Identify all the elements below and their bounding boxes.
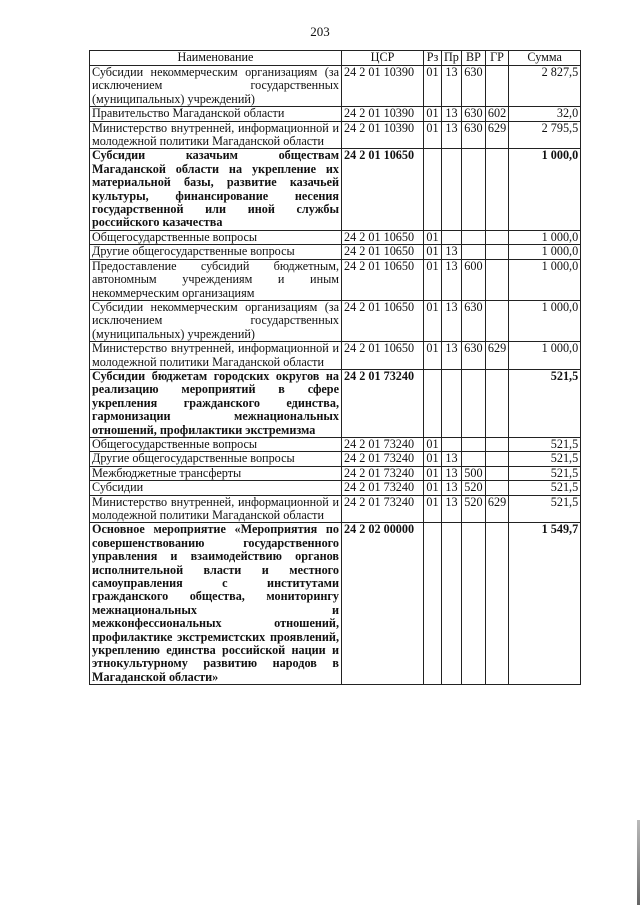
cell-sum: 32,0 <box>509 107 581 121</box>
table-row <box>90 523 581 685</box>
cell-csr: 24 2 01 10650 <box>342 230 424 244</box>
cell-rz <box>424 369 442 437</box>
cell-gr <box>485 300 508 341</box>
cell-rz: 01 <box>424 66 442 107</box>
cell-pr: 13 <box>442 259 462 300</box>
cell-rz: 01 <box>424 300 442 341</box>
cell-name: Межбюджетные трансферты <box>90 466 342 480</box>
table-row <box>90 149 581 230</box>
cell-vr: 630 <box>461 107 485 121</box>
page-number: 203 <box>310 24 330 39</box>
cell-pr <box>442 523 462 685</box>
cell-gr <box>485 245 508 259</box>
cell-gr <box>485 369 508 437</box>
table-row <box>90 481 581 495</box>
cell-sum: 1 000,0 <box>509 230 581 244</box>
cell-rz: 01 <box>424 452 442 466</box>
table-row <box>90 369 581 437</box>
cell-rz: 01 <box>424 481 442 495</box>
table-row <box>90 466 581 480</box>
cell-pr: 13 <box>442 121 462 149</box>
cell-pr: 13 <box>442 300 462 341</box>
cell-name: Министерство внутренней, информационной и молодежной политики Магаданской области <box>90 495 342 523</box>
cell-gr <box>485 259 508 300</box>
cell-gr: 629 <box>485 495 508 523</box>
cell-name: Субсидии некоммерческим организациям (за исключением государственных (муниципальных) учреждений) <box>90 300 342 341</box>
cell-pr: 13 <box>442 495 462 523</box>
table-row <box>90 452 581 466</box>
cell-csr: 24 2 01 10390 <box>342 66 424 107</box>
cell-gr <box>485 452 508 466</box>
cell-vr <box>461 523 485 685</box>
budget-table <box>89 50 581 685</box>
cell-sum: 521,5 <box>509 369 581 437</box>
table-row <box>90 245 581 259</box>
cell-name: Общегосударственные вопросы <box>90 437 342 451</box>
cell-gr <box>485 66 508 107</box>
header-pr: Пр <box>442 51 462 66</box>
cell-gr: 629 <box>485 121 508 149</box>
cell-rz <box>424 149 442 230</box>
cell-name: Предоставление субсидий бюджетным, автономным учреждениям и иным некоммерческим организациям <box>90 259 342 300</box>
table-row <box>90 259 581 300</box>
header-row <box>90 51 581 66</box>
cell-csr: 24 2 01 73240 <box>342 437 424 451</box>
cell-rz: 01 <box>424 121 442 149</box>
cell-sum: 1 000,0 <box>509 149 581 230</box>
header-gr: ГР <box>485 51 508 66</box>
table-row <box>90 437 581 451</box>
cell-sum: 1 000,0 <box>509 342 581 370</box>
cell-pr: 13 <box>442 342 462 370</box>
cell-gr <box>485 466 508 480</box>
cell-name: Субсидии казачьим обществам Магаданской области на укрепление их материальной базы, развитие казачьей культуры, финансирование несения государственной или иной службы российского казачества <box>90 149 342 230</box>
cell-name: Министерство внутренней, информационной и молодежной политики Магаданской области <box>90 121 342 149</box>
header-vr: ВР <box>461 51 485 66</box>
header-sum: Сумма <box>509 51 581 66</box>
cell-pr: 13 <box>442 66 462 107</box>
cell-csr: 24 2 01 10650 <box>342 259 424 300</box>
cell-vr: 520 <box>461 495 485 523</box>
cell-csr: 24 2 01 10390 <box>342 107 424 121</box>
cell-csr: 24 2 01 73240 <box>342 452 424 466</box>
cell-rz: 01 <box>424 437 442 451</box>
cell-csr: 24 2 01 10650 <box>342 342 424 370</box>
cell-rz <box>424 523 442 685</box>
cell-gr: 629 <box>485 342 508 370</box>
cell-name: Субсидии некоммерческим организациям (за исключением государственных (муниципальных) учреждений) <box>90 66 342 107</box>
header-name: Наименование <box>90 51 342 66</box>
cell-vr: 600 <box>461 259 485 300</box>
cell-vr <box>461 230 485 244</box>
cell-name: Правительство Магаданской области <box>90 107 342 121</box>
cell-name: Субсидии <box>90 481 342 495</box>
cell-vr: 500 <box>461 466 485 480</box>
table-row <box>90 107 581 121</box>
cell-rz: 01 <box>424 107 442 121</box>
cell-sum: 1 000,0 <box>509 245 581 259</box>
cell-rz: 01 <box>424 245 442 259</box>
cell-rz: 01 <box>424 495 442 523</box>
cell-name: Другие общегосударственные вопросы <box>90 245 342 259</box>
cell-pr: 13 <box>442 245 462 259</box>
table-row <box>90 230 581 244</box>
cell-vr: 630 <box>461 300 485 341</box>
cell-pr: 13 <box>442 452 462 466</box>
cell-vr <box>461 452 485 466</box>
cell-csr: 24 2 01 73240 <box>342 495 424 523</box>
header-csr: ЦСР <box>342 51 424 66</box>
table-row <box>90 66 581 107</box>
cell-pr <box>442 369 462 437</box>
cell-sum: 2 827,5 <box>509 66 581 107</box>
cell-name: Министерство внутренней, информационной и молодежной политики Магаданской области <box>90 342 342 370</box>
cell-pr <box>442 437 462 451</box>
cell-sum: 521,5 <box>509 452 581 466</box>
cell-vr: 630 <box>461 342 485 370</box>
cell-name: Основное мероприятие «Мероприятия по совершенствованию государственного управления и взаимодействию органов исполнительной власти и местного самоуправления с институтами гражданского общества, мониторингу межнациональных и межконфессиональных отношений, профилактике экстремистских проявлений, укреплению единства российской нации и этнокультурному развитию народов в Магаданской области» <box>90 523 342 685</box>
cell-sum: 521,5 <box>509 495 581 523</box>
cell-vr: 630 <box>461 121 485 149</box>
cell-vr: 520 <box>461 481 485 495</box>
cell-pr: 13 <box>442 481 462 495</box>
cell-gr <box>485 523 508 685</box>
table-row <box>90 121 581 149</box>
cell-rz: 01 <box>424 342 442 370</box>
cell-gr: 602 <box>485 107 508 121</box>
cell-vr: 630 <box>461 66 485 107</box>
cell-gr <box>485 149 508 230</box>
cell-gr <box>485 481 508 495</box>
cell-sum: 521,5 <box>509 466 581 480</box>
cell-gr <box>485 437 508 451</box>
cell-pr <box>442 230 462 244</box>
cell-csr: 24 2 01 73240 <box>342 369 424 437</box>
cell-pr: 13 <box>442 466 462 480</box>
cell-csr: 24 2 01 10650 <box>342 245 424 259</box>
cell-rz: 01 <box>424 259 442 300</box>
cell-pr: 13 <box>442 107 462 121</box>
cell-sum: 521,5 <box>509 437 581 451</box>
cell-gr <box>485 230 508 244</box>
cell-vr <box>461 245 485 259</box>
cell-vr <box>461 437 485 451</box>
cell-sum: 1 000,0 <box>509 300 581 341</box>
cell-pr <box>442 149 462 230</box>
cell-vr <box>461 369 485 437</box>
header-rz: Рз <box>424 51 442 66</box>
cell-name: Субсидии бюджетам городских округов на реализацию мероприятий в сфере укрепления гражданского единства, гармонизации межнациональных отношений, профилактики экстремизма <box>90 369 342 437</box>
cell-rz: 01 <box>424 230 442 244</box>
cell-csr: 24 2 02 00000 <box>342 523 424 685</box>
cell-vr <box>461 149 485 230</box>
cell-name: Другие общегосударственные вопросы <box>90 452 342 466</box>
cell-name: Общегосударственные вопросы <box>90 230 342 244</box>
cell-sum: 1 000,0 <box>509 259 581 300</box>
table-row <box>90 495 581 523</box>
table-row <box>90 300 581 341</box>
cell-rz: 01 <box>424 466 442 480</box>
cell-csr: 24 2 01 73240 <box>342 481 424 495</box>
cell-csr: 24 2 01 10650 <box>342 300 424 341</box>
cell-sum: 1 549,7 <box>509 523 581 685</box>
cell-csr: 24 2 01 10650 <box>342 149 424 230</box>
cell-csr: 24 2 01 10390 <box>342 121 424 149</box>
table-row <box>90 342 581 370</box>
cell-sum: 2 795,5 <box>509 121 581 149</box>
cell-sum: 521,5 <box>509 481 581 495</box>
cell-csr: 24 2 01 73240 <box>342 466 424 480</box>
